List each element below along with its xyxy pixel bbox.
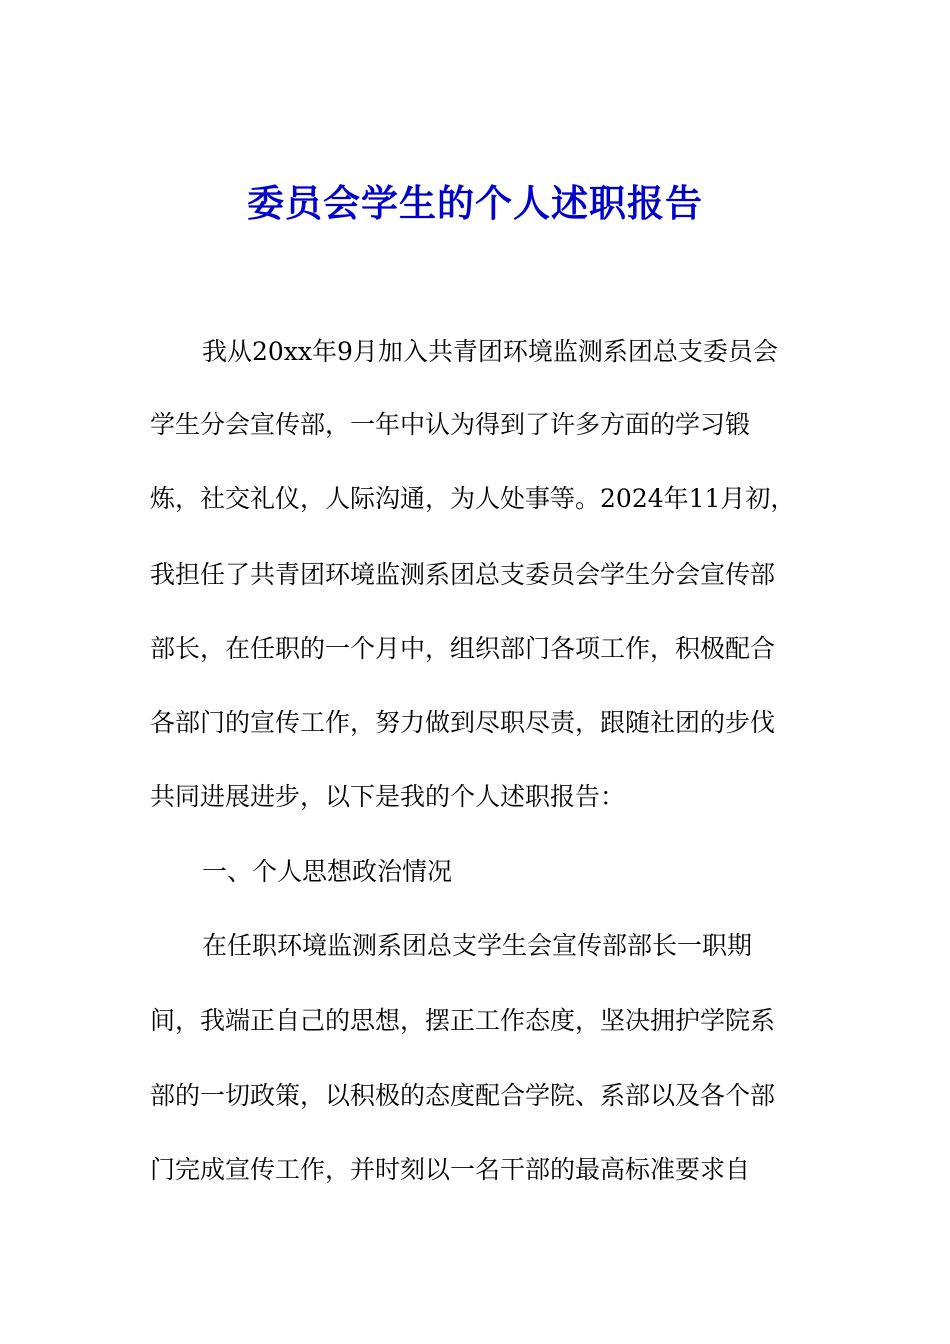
paragraph-1-line-4: 我担任了共青团环境监测系团总支委员会学生分会宣传部 (150, 560, 776, 589)
paragraph-2-line-4: 门完成宣传工作，并时刻以一名干部的最高标准要求自 (150, 1155, 751, 1184)
paragraph-2-line-3: 部的一切政策，以积极的态度配合学院、系部以及各个部 (150, 1081, 776, 1110)
paragraph-1-line-2: 学生分会宣传部，一年中认为得到了许多方面的学习锻 (150, 410, 751, 439)
paragraph-1-line-6: 各部门的宣传工作，努力做到尽职尽责，跟随社团的步伐 (150, 708, 776, 737)
paragraph-2-line-1: 在任职环境监测系团总支学生会宣传部部长一职期 (202, 931, 753, 960)
paragraph-1-line-7: 共同进展进步，以下是我的个人述职报告： (150, 782, 626, 811)
section-heading: 一、个人思想政治情况 (202, 857, 453, 886)
paragraph-1-line-1: 我从20xx年9月加入共青团环境监测系团总支委员会 (202, 337, 778, 366)
paragraph-1-line-3: 炼，社交礼仪，人际沟通，为人处事等。2024年11月初， (150, 484, 796, 513)
paragraph-1-line-5: 部长，在任职的一个月中，组织部门各项工作，积极配合 (150, 634, 776, 663)
paragraph-2-line-2: 间，我端正自己的思想，摆正工作态度，坚决拥护学院系 (150, 1006, 776, 1035)
document-title: 委员会学生的个人述职报告 (247, 182, 703, 225)
